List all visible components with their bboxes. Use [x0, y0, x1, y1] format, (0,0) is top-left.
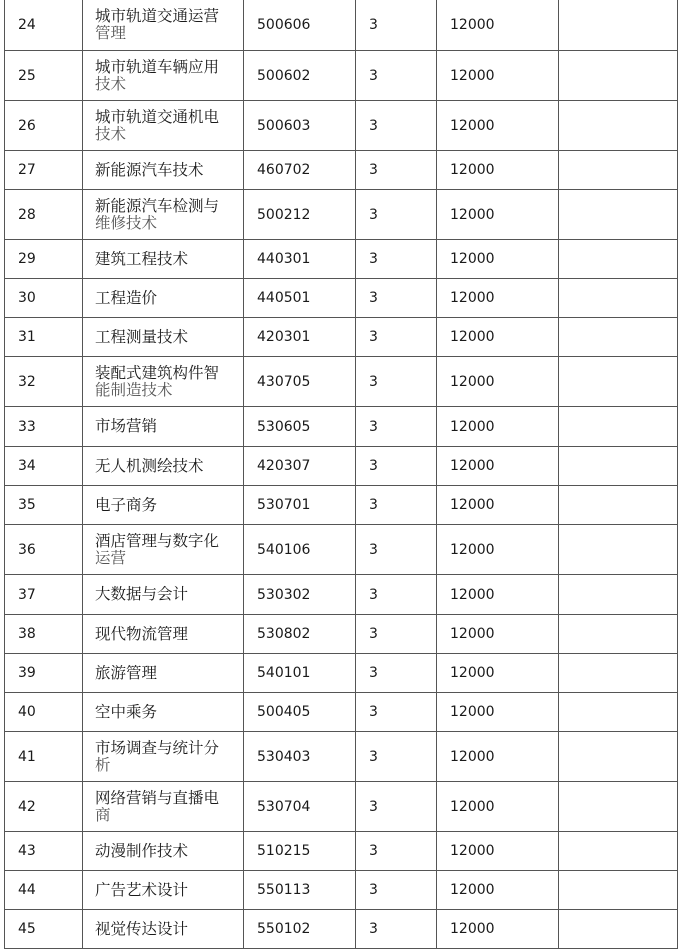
- row-number-cell: 43: [5, 832, 83, 871]
- program-name-line-1: 现代物流管理: [95, 624, 189, 643]
- program-code-cell: 540101: [244, 654, 356, 693]
- table-row: [5, 782, 678, 832]
- row-number-cell: 38: [5, 615, 83, 654]
- tuition-fee-cell: 12000: [437, 407, 559, 447]
- table-row: [5, 101, 678, 151]
- tuition-fee-cell: 12000: [437, 0, 559, 51]
- table-row: [5, 832, 678, 871]
- tuition-fee-cell: 12000: [437, 151, 559, 190]
- program-name-line-1: 空中乘务: [95, 702, 158, 721]
- row-number-cell: 29: [5, 240, 83, 279]
- remarks-cell: [559, 693, 678, 732]
- tuition-fee-cell: 12000: [437, 654, 559, 693]
- program-name-line-2: 技术: [95, 124, 127, 143]
- program-code-cell: 500212: [244, 190, 356, 240]
- program-name-line-1: 工程测量技术: [95, 327, 189, 346]
- row-number-cell: 37: [5, 575, 83, 615]
- remarks-cell: [559, 101, 678, 151]
- program-name-line-2: 技术: [95, 74, 127, 93]
- row-number-cell: 30: [5, 279, 83, 318]
- table-row: [5, 279, 678, 318]
- remarks-cell: [559, 615, 678, 654]
- duration-years-cell: 3: [356, 101, 437, 151]
- program-name-line-2: 析: [95, 755, 111, 774]
- program-code-cell: 550102: [244, 910, 356, 949]
- remarks-cell: [559, 279, 678, 318]
- program-name-line-1: 无人机测绘技术: [95, 456, 204, 475]
- duration-years-cell: 3: [356, 486, 437, 525]
- tuition-fee-cell: 12000: [437, 101, 559, 151]
- program-name-cell: [83, 51, 244, 101]
- duration-years-cell: 3: [356, 910, 437, 949]
- row-number-cell: 45: [5, 910, 83, 949]
- program-name-cell: [83, 279, 244, 318]
- program-code-cell: 530605: [244, 407, 356, 447]
- tuition-fee-cell: 12000: [437, 910, 559, 949]
- row-number-cell: 36: [5, 525, 83, 575]
- program-name-line-1: 电子商务: [95, 495, 158, 514]
- tuition-fee-cell: 12000: [437, 51, 559, 101]
- table-row: [5, 732, 678, 782]
- program-name-line-1: 城市轨道车辆应用: [95, 57, 220, 76]
- remarks-cell: [559, 240, 678, 279]
- row-number-cell: 41: [5, 732, 83, 782]
- program-name-cell: [83, 693, 244, 732]
- program-code-cell: 420307: [244, 447, 356, 486]
- program-code-cell: 530302: [244, 575, 356, 615]
- program-name-line-1: 视觉传达设计: [95, 919, 189, 938]
- duration-years-cell: 3: [356, 407, 437, 447]
- program-name-line-1: 城市轨道交通运营: [95, 7, 220, 25]
- remarks-cell: [559, 357, 678, 407]
- program-name-line-1: 工程造价: [95, 288, 158, 307]
- remarks-cell: [559, 190, 678, 240]
- duration-years-cell: 3: [356, 357, 437, 407]
- program-name-cell: [83, 782, 244, 832]
- program-name-cell: [83, 871, 244, 910]
- row-number-cell: 33: [5, 407, 83, 447]
- program-name-cell: [83, 190, 244, 240]
- duration-years-cell: 3: [356, 318, 437, 357]
- row-number-cell: 31: [5, 318, 83, 357]
- program-name-line-1: 装配式建筑构件智: [95, 363, 220, 382]
- remarks-cell: [559, 910, 678, 949]
- program-code-cell: 550113: [244, 871, 356, 910]
- program-name-cell: [83, 910, 244, 949]
- program-code-cell: 530403: [244, 732, 356, 782]
- row-number-cell: 44: [5, 871, 83, 910]
- remarks-cell: [559, 782, 678, 832]
- tuition-fee-cell: 12000: [437, 357, 559, 407]
- program-name-cell: [83, 832, 244, 871]
- remarks-cell: [559, 832, 678, 871]
- program-name-line-1: 市场营销: [95, 417, 158, 435]
- program-code-cell: 460702: [244, 151, 356, 190]
- duration-years-cell: 3: [356, 871, 437, 910]
- program-name-cell: [83, 101, 244, 151]
- tuition-fee-cell: 12000: [437, 782, 559, 832]
- tuition-fee-cell: 12000: [437, 447, 559, 486]
- program-name-line-1: 大数据与会计: [95, 585, 189, 603]
- program-name-line-1: 建筑工程技术: [95, 249, 189, 268]
- tuition-fee-cell: 12000: [437, 240, 559, 279]
- program-code-cell: 530802: [244, 615, 356, 654]
- program-name-line-2: 运营: [95, 548, 127, 567]
- tuition-fee-cell: 12000: [437, 832, 559, 871]
- duration-years-cell: 3: [356, 782, 437, 832]
- duration-years-cell: 3: [356, 151, 437, 190]
- remarks-cell: [559, 732, 678, 782]
- tuition-fee-cell: 12000: [437, 575, 559, 615]
- program-code-cell: 420301: [244, 318, 356, 357]
- remarks-cell: [559, 0, 678, 51]
- remarks-cell: [559, 871, 678, 910]
- program-name-line-2: 管理: [95, 24, 127, 42]
- duration-years-cell: 3: [356, 279, 437, 318]
- program-name-line-1: 新能源汽车检测与: [95, 196, 220, 215]
- tuition-fee-cell: 12000: [437, 693, 559, 732]
- remarks-cell: [559, 151, 678, 190]
- table-row: [5, 0, 678, 51]
- program-name-cell: [83, 615, 244, 654]
- table-row: [5, 525, 678, 575]
- program-name-line-2: 商: [95, 805, 111, 824]
- duration-years-cell: 3: [356, 51, 437, 101]
- program-name-line-1: 动漫制作技术: [95, 841, 189, 860]
- program-name-cell: [83, 732, 244, 782]
- program-name-line-2: 维修技术: [95, 213, 158, 232]
- tuition-fee-cell: 12000: [437, 486, 559, 525]
- program-name-cell: [83, 0, 244, 51]
- tuition-fee-cell: 12000: [437, 525, 559, 575]
- row-number-cell: 32: [5, 357, 83, 407]
- program-code-cell: 500603: [244, 101, 356, 151]
- row-number-cell: 27: [5, 151, 83, 190]
- program-code-cell: 440501: [244, 279, 356, 318]
- duration-years-cell: 3: [356, 240, 437, 279]
- table-row: [5, 407, 678, 447]
- remarks-cell: [559, 51, 678, 101]
- table-row: [5, 486, 678, 525]
- program-code-cell: 530701: [244, 486, 356, 525]
- program-code-cell: 500602: [244, 51, 356, 101]
- tuition-fee-cell: 12000: [437, 732, 559, 782]
- table-row: [5, 871, 678, 910]
- program-name-cell: [83, 240, 244, 279]
- duration-years-cell: 3: [356, 190, 437, 240]
- program-name-cell: [83, 151, 244, 190]
- row-number-cell: 26: [5, 101, 83, 151]
- program-name-line-1: 旅游管理: [95, 663, 158, 682]
- program-name-line-1: 市场调查与统计分: [95, 738, 220, 757]
- remarks-cell: [559, 407, 678, 447]
- tuition-fee-cell: 12000: [437, 279, 559, 318]
- program-name-cell: [83, 357, 244, 407]
- duration-years-cell: 3: [356, 654, 437, 693]
- table-row: [5, 151, 678, 190]
- program-name-line-2: 能制造技术: [95, 380, 173, 399]
- row-number-cell: 42: [5, 782, 83, 832]
- duration-years-cell: 3: [356, 693, 437, 732]
- program-table: [4, 0, 678, 949]
- program-name-line-1: 网络营销与直播电: [95, 788, 220, 807]
- row-number-cell: 24: [5, 0, 83, 51]
- program-code-cell: 430705: [244, 357, 356, 407]
- table-row: [5, 615, 678, 654]
- program-name-cell: [83, 318, 244, 357]
- tuition-fee-cell: 12000: [437, 615, 559, 654]
- table-row: [5, 575, 678, 615]
- duration-years-cell: 3: [356, 447, 437, 486]
- program-name-cell: [83, 525, 244, 575]
- table-row: [5, 240, 678, 279]
- table-row: [5, 693, 678, 732]
- program-name-cell: [83, 486, 244, 525]
- row-number-cell: 34: [5, 447, 83, 486]
- row-number-cell: 28: [5, 190, 83, 240]
- duration-years-cell: 3: [356, 615, 437, 654]
- duration-years-cell: 3: [356, 0, 437, 51]
- program-code-cell: 500405: [244, 693, 356, 732]
- program-code-cell: 440301: [244, 240, 356, 279]
- row-number-cell: 25: [5, 51, 83, 101]
- remarks-cell: [559, 525, 678, 575]
- remarks-cell: [559, 654, 678, 693]
- program-code-cell: 540106: [244, 525, 356, 575]
- program-code-cell: 510215: [244, 832, 356, 871]
- tuition-fee-cell: 12000: [437, 190, 559, 240]
- program-name-line-1: 广告艺术设计: [95, 880, 189, 899]
- row-number-cell: 39: [5, 654, 83, 693]
- remarks-cell: [559, 486, 678, 525]
- program-code-cell: 500606: [244, 0, 356, 51]
- tuition-fee-cell: 12000: [437, 318, 559, 357]
- table-row: [5, 318, 678, 357]
- remarks-cell: [559, 575, 678, 615]
- remarks-cell: [559, 318, 678, 357]
- duration-years-cell: 3: [356, 732, 437, 782]
- program-name-line-1: 新能源汽车技术: [95, 160, 204, 179]
- table-row: [5, 357, 678, 407]
- row-number-cell: 40: [5, 693, 83, 732]
- duration-years-cell: 3: [356, 525, 437, 575]
- program-name-line-1: 城市轨道交通机电: [95, 107, 220, 126]
- remarks-cell: [559, 447, 678, 486]
- tuition-fee-cell: 12000: [437, 871, 559, 910]
- program-name-cell: [83, 447, 244, 486]
- program-name-line-1: 酒店管理与数字化: [95, 531, 220, 550]
- program-table-body: [5, 0, 678, 949]
- table-row: [5, 910, 678, 949]
- table-row: [5, 447, 678, 486]
- program-name-cell: [83, 654, 244, 693]
- duration-years-cell: 3: [356, 575, 437, 615]
- row-number-cell: 35: [5, 486, 83, 525]
- duration-years-cell: 3: [356, 832, 437, 871]
- table-row: [5, 51, 678, 101]
- table-row: [5, 190, 678, 240]
- program-name-cell: [83, 575, 244, 615]
- table-row: [5, 654, 678, 693]
- program-name-cell: [83, 407, 244, 447]
- program-table-container: [4, 0, 677, 949]
- program-code-cell: 530704: [244, 782, 356, 832]
